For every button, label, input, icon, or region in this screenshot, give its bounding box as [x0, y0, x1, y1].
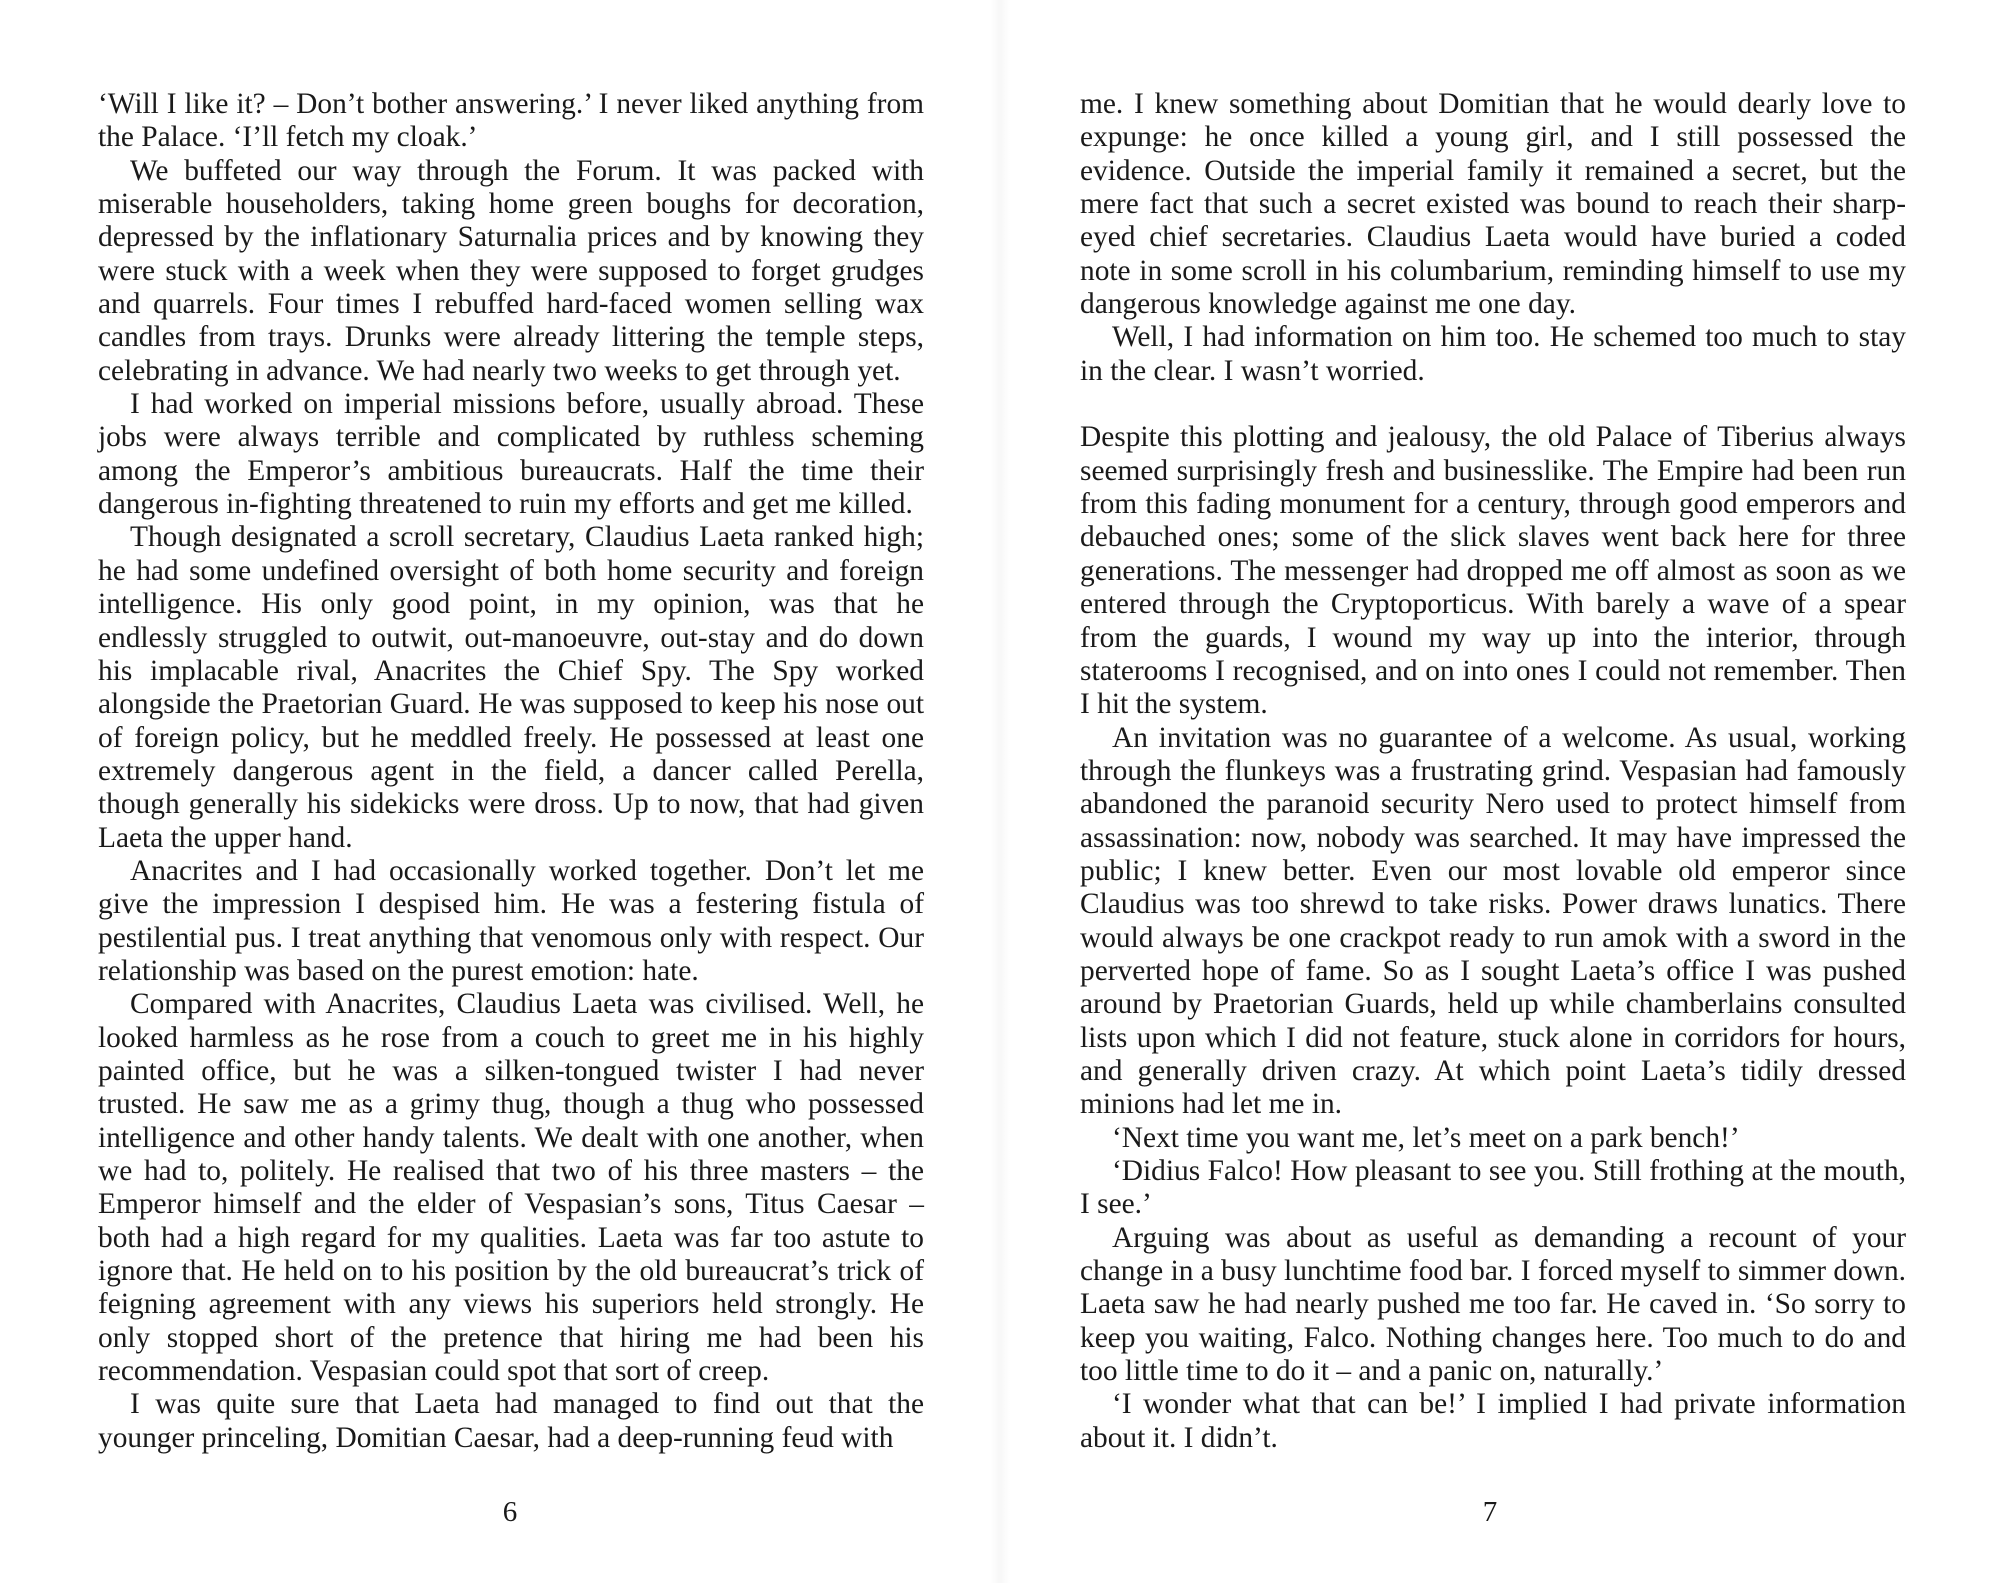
page-number: 6	[502, 1496, 518, 1528]
paragraph: Compared with Anacrites, Claudius Laeta was civilised. Well, he looked harmless as he rose from a couch to greet me in his highly painted office, but he was a silken-tongued twister I had never trusted. He saw me as a grimy thug, though a thug who possessed intelligence and other handy talents. We dealt with one another, when we had to, politely. He realised that two of his three masters – the Emperor himself and the elder of Vespasian’s sons, Titus Caesar – both had a high regard for my qualities. Laeta was far too astute to ignore that. He held on to his position by the old bureaucrat’s trick of feigning agreement with any views his superiors held strongly. He only stopped short of the pretence that hiring me had been his recommendation. Vespasian could spot that sort of creep.	[98, 988, 924, 1388]
paragraph: ‘Next time you want me, let’s meet on a park bench!’	[1112, 1121, 1740, 1154]
paragraph: ‘I wonder what that can be!’ I implied I had private information about it. I didn’t.	[1080, 1388, 1906, 1454]
page-number: 7	[1482, 1496, 1498, 1528]
right-page-text	[1080, 88, 1906, 1455]
paragraph: I was quite sure that Laeta had managed to find out that the younger princeling, Domitian Caesar, had a deep-running feud with	[98, 1388, 924, 1454]
paragraph: Arguing was about as useful as demanding a recount of your change in a busy lunchtime food bar. I forced myself to simmer down. Laeta saw he had nearly pushed me too far. He caved in. ‘So sorry to keep you waiting, Falco. Nothing changes here. Too much to do and too little time to do it – and a panic on, naturally.’	[1080, 1221, 1906, 1388]
paragraph: Despite this plotting and jealousy, the old Palace of Tiberius always seemed surprisingly fresh and businesslike. The Empire had been run from this fading monument for a century, through good emperors and debauched ones; some of the slick slaves went back here for three generations. The messenger had dropped me off almost as soon as we entered through the Cryptoporticus. With barely a wave of a spear from the guards, I wound my way up into the interior, through staterooms I recognised, and on into ones I could not remember. Then I hit the system.	[1080, 421, 1906, 721]
left-page-text	[98, 88, 924, 1455]
paragraph: Anacrites and I had occasionally worked together. Don’t let me give the impression I despised him. He was a festering fistula of pestilential pus. I treat anything that venomous only with respect. Our relationship was based on the purest emotion: hate.	[98, 854, 924, 987]
right-page	[1000, 0, 2000, 1583]
paragraph: ‘Will I like it? – Don’t bother answering.’ I never liked anything from the Palace. ‘I’ll fetch my cloak.’	[98, 88, 924, 154]
paragraph: Though designated a scroll secretary, Claudius Laeta ranked high; he had some undefined oversight of both home security and foreign intelligence. His only good point, in my opinion, was that he endlessly struggled to outwit, out-manoeuvre, out-stay and do down his implacable rival, Anacrites the Chief Spy. The Spy worked alongside the Praetorian Guard. He was supposed to keep his nose out of foreign policy, but he meddled freely. He possessed at least one extremely dangerous agent in the field, a dancer called Perella, though generally his sidekicks were dross. Up to now, that had given Laeta the upper hand.	[98, 521, 924, 854]
paragraph: I had worked on imperial missions before, usually abroad. These jobs were always terrible and complicated by ruthless scheming among the Emperor’s ambitious bureaucrats. Half the time their dangerous in-fighting threatened to ruin my efforts and get me killed.	[98, 388, 924, 521]
paragraph: We buffeted our way through the Forum. It was packed with miserable householders, taking home green boughs for decoration, depressed by the inflationary Saturnalia prices and by knowing they were stuck with a week when they were supposed to forget grudges and quarrels. Four times I rebuffed hard-faced women selling wax candles from trays. Drunks were already littering the temple steps, celebrating in advance. We had nearly two weeks to get through yet.	[98, 154, 924, 387]
paragraph: Well, I had information on him too. He schemed too much to stay in the clear. I wasn’t worried.	[1080, 321, 1906, 387]
paragraph: me. I knew something about Domitian that he would dearly love to expunge: he once killed a young girl, and I still possessed the evidence. Outside the imperial family it remained a secret, but the mere fact that such a secret existed was bound to reach their sharp-eyed chief secretaries. Claudius Laeta would have buried a coded note in some scroll in his columbarium, reminding himself to use my dangerous knowledge against me one day.	[1080, 88, 1906, 321]
paragraph: An invitation was no guarantee of a welcome. As usual, working through the flunkeys was a frustrating grind. Vespasian had famously abandoned the paranoid security Nero used to protect himself from assassination: now, nobody was searched. It may have impressed the public; I knew better. Even our most lovable old emperor since Claudius was too shrewd to take risks. Power draws lunatics. There would always be one crackpot ready to run amok with a sword in the perverted hope of fame. So as I sought Laeta’s office I was pushed around by Praetorian Guards, held up while chamberlains consulted lists upon which I did not feature, stuck alone in corridors for hours, and generally driven crazy. At which point Laeta’s tidily dressed minions had let me in.	[1080, 721, 1906, 1121]
paragraph: ‘Didius Falco! How pleasant to see you. Still frothing at the mouth, I see.’	[1080, 1155, 1906, 1221]
